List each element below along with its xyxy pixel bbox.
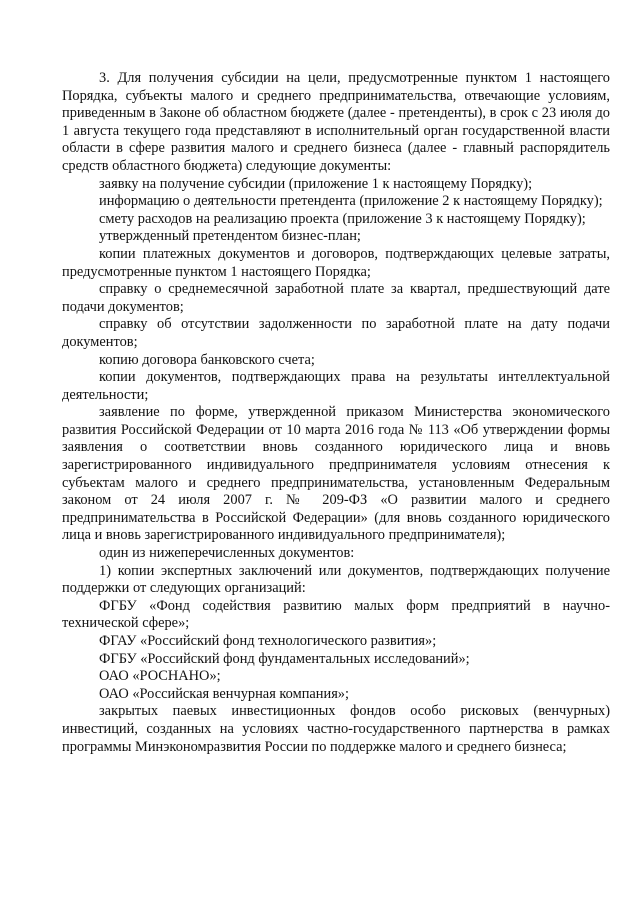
- org-item-fasie: ФГБУ «Фонд содействия развитию малых форм предприятий в научно-технической сфере»;: [62, 597, 610, 632]
- list-item-no-debt-certificate: справку об отсутствии задолженности по заработной плате на дату подачи документов;: [62, 316, 610, 350]
- list-item-salary-certificate: справку о среднемесячной заработной плате за квартал, предшествующий дате подачи документов;: [62, 281, 610, 315]
- org-item-rvc: ОАО «Российская венчурная компания»;: [99, 685, 350, 702]
- org-item-rusnano: ОАО «РОСНАНО»;: [99, 668, 221, 685]
- list-item-application: заявку на получение субсидии (приложение 1 к настоящему Порядку);: [99, 175, 533, 192]
- paragraph-intro: 3. Для получения субсидии на цели, предусмотренные пунктом 1 настоящего Порядка, субъекты малого и среднего предпринимательства, отвечающие условиям, приведенным в Законе об областном бюджете (далее - претенденты), в срок с 23 июля до 1 августа текущего года представляют в исполнительный орган государственной власти области в сфере развития малого и среднего бизнеса (далее - главный распорядитель средств областного бюджета) следующие документы:: [62, 70, 610, 174]
- list-item-statement-form: заявление по форме, утвержденной приказом Министерства экономического развития Российской Федерации от 10 марта 2016 года № 113 «Об утверждении формы заявления о соответствии вновь созданного юридического лица и вновь зарегистрированного индивидуального предпринимателя условиям отнесения к субъектам малого и среднего предпринимательства, установленным Федеральным законом от 24 июля 2007 г. № 209-ФЗ «О развитии малого и среднего предпринимательства в Российской Федерации» (для вновь созданного юридического лица и вновь зарегистрированного индивидуального предпринимателя);: [62, 404, 610, 544]
- list-item-bank-contract: копию договора банковского счета;: [99, 351, 315, 368]
- list-item-applicant-info: информацию о деятельности претендента (приложение 2 к настоящему Порядку);: [99, 193, 603, 210]
- org-item-rfbr: ФГБУ «Российский фонд фундаментальных исследований»;: [99, 650, 470, 667]
- org-item-rftr: ФГАУ «Российский фонд технологического развития»;: [99, 633, 437, 649]
- list-item-one-of-documents: один из нижеперечисленных документов:: [99, 545, 355, 562]
- document-page: [62, 70, 610, 756]
- list-item-expert-conclusions: 1) копии экспертных заключений или документов, подтверждающих получение поддержки от следующих организаций:: [62, 562, 610, 597]
- list-item-ip-rights: копии документов, подтверждающих права на результаты интеллектуальной деятельности;: [62, 369, 610, 403]
- list-item-cost-estimate: смету расходов на реализацию проекта (приложение 3 к настоящему Порядку);: [99, 210, 586, 227]
- list-item-business-plan: утвержденный претендентом бизнес-план;: [99, 228, 361, 245]
- org-item-venture-funds: закрытых паевых инвестиционных фондов особо рисковых (венчурных) инвестиций, созданных на условиях частно-государственного партнерства в рамках программы Минэкономразвития России по поддержке малого и среднего бизнеса;: [62, 703, 610, 755]
- list-item-payment-documents: копии платежных документов и договоров, подтверждающих целевые затраты, предусмотренные пунктом 1 настоящего Порядка;: [62, 245, 610, 280]
